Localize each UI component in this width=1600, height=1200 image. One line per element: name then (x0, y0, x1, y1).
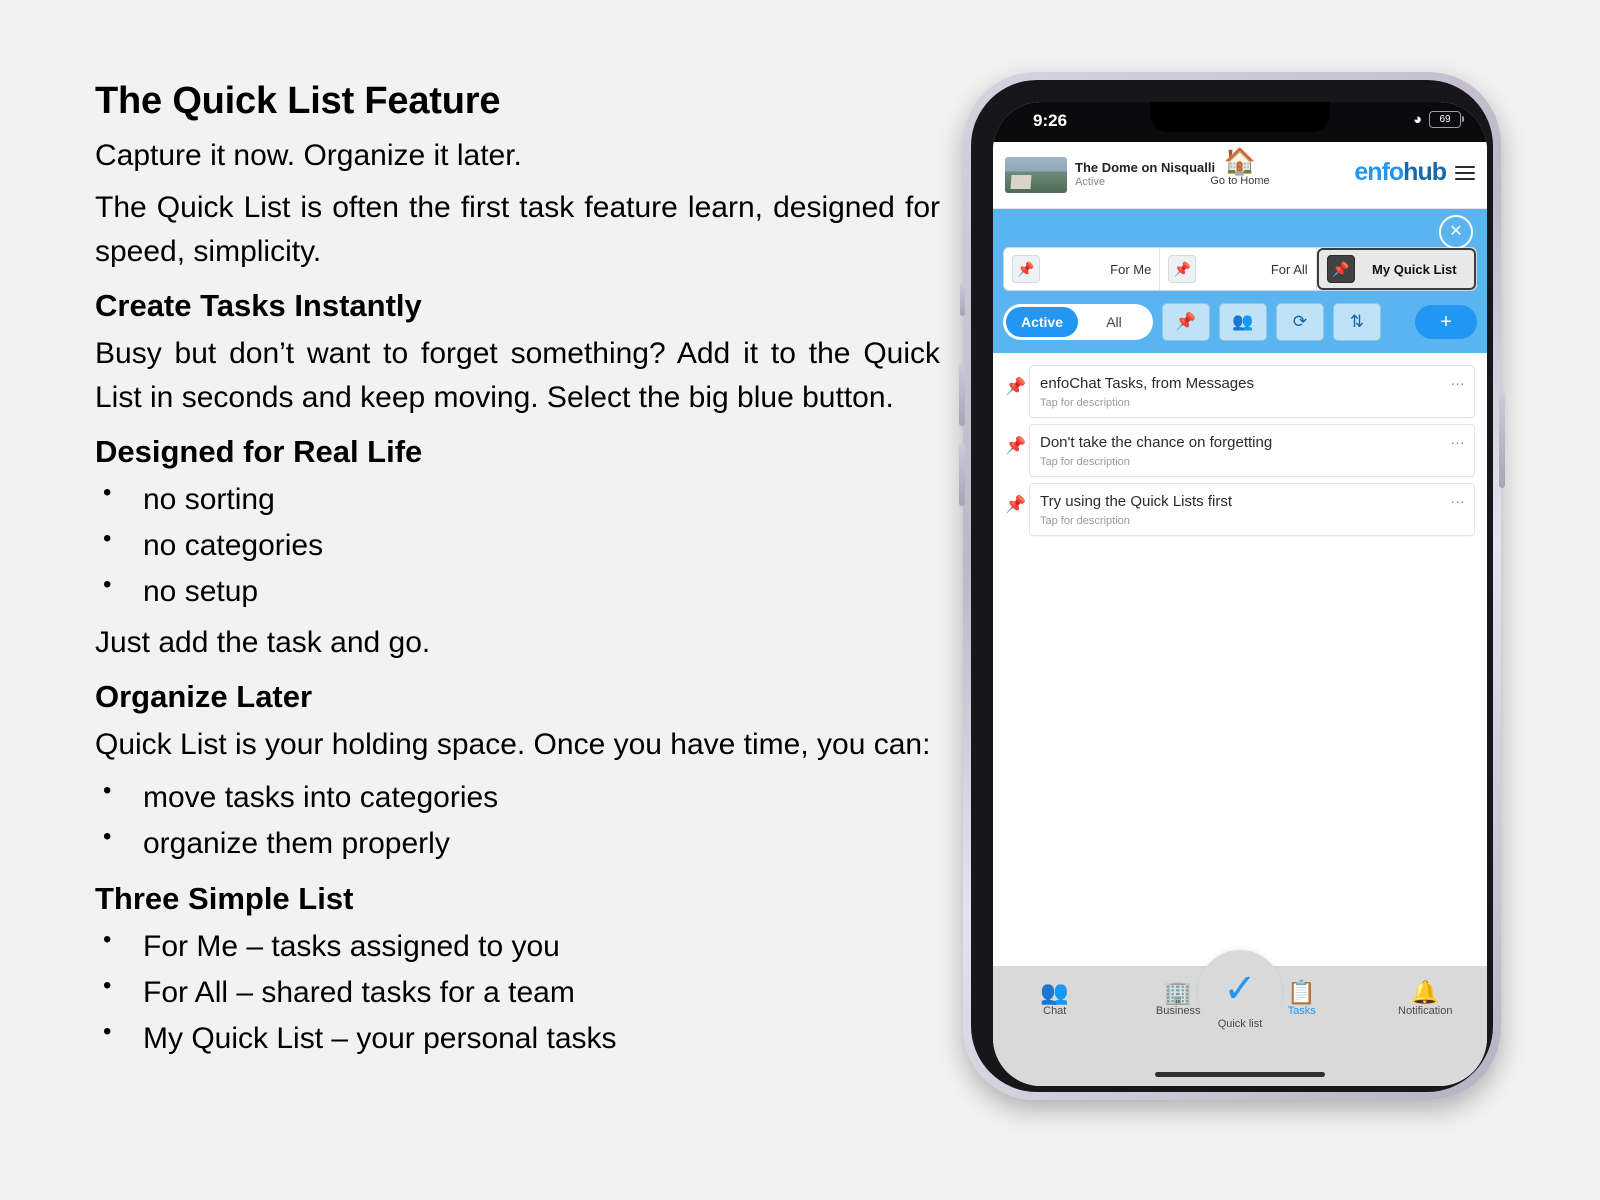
table-row[interactable] (993, 359, 1487, 418)
pin-icon: 📌 (1012, 255, 1040, 283)
tab-for-all[interactable] (1160, 248, 1316, 290)
mute-switch (960, 282, 965, 316)
app-header (993, 142, 1487, 209)
list-item: • no setup (95, 569, 940, 615)
nav-label-quick-list: Quick list (1217, 1018, 1263, 1030)
close-row (1003, 217, 1477, 247)
property-name: The Dome on Nisqualli (1075, 160, 1216, 176)
phone-screen (993, 102, 1487, 1086)
nav-label-notification: Notification (1398, 1005, 1453, 1018)
table-row[interactable] (993, 418, 1487, 477)
tab-my-quick-list-label: My Quick List (1372, 261, 1457, 277)
volume-up-button (959, 364, 965, 426)
phone-frame (963, 72, 1501, 1100)
volume-down-button (959, 444, 965, 506)
plus-icon: + (1440, 310, 1452, 333)
bottom-nav (993, 966, 1487, 1086)
task-title: Try using the Quick Lists first (1040, 493, 1232, 510)
home-icon: 🏠 (1223, 146, 1257, 176)
list-item: • organize them properly (95, 821, 940, 867)
section-heading-real-life: Designed for Real Life (95, 433, 423, 469)
section-body-organize-later: Quick List is your holding space. Once you have time, you can: (95, 727, 931, 761)
phone-mockup (963, 72, 1503, 1102)
task-subtitle: Tap for description (1040, 456, 1130, 468)
app-logo (1354, 158, 1446, 187)
business-icon: 🏢 (1163, 979, 1193, 1005)
logo-second: hub (1403, 158, 1446, 186)
quick-list-panel (993, 209, 1487, 353)
nav-label-tasks: Tasks (1287, 1005, 1316, 1018)
task-list (993, 353, 1487, 864)
intro-paragraph: The Quick List is often the first task feature learn, designed for speed, simplicity. (95, 190, 940, 268)
go-to-home-button[interactable] (1180, 148, 1300, 187)
bell-icon: 🔔 (1410, 979, 1440, 1005)
battery-level: 69 (1439, 114, 1451, 125)
section-heading-three-lists: Three Simple List (95, 880, 354, 916)
power-button (1499, 392, 1505, 488)
bullet-list-organize-later (95, 775, 940, 867)
phone-bezel (971, 80, 1493, 1092)
home-indicator (1155, 1072, 1325, 1077)
list-item: • For All – shared tasks for a team (95, 970, 940, 1016)
logo-first: enfo (1354, 158, 1404, 186)
task-title: enfoChat Tasks, from Messages (1040, 375, 1254, 392)
people-icon: 👥 (1232, 312, 1254, 331)
tab-for-me[interactable] (1004, 248, 1160, 290)
slide-copy (95, 80, 940, 1068)
sort-icon: ⇅ (1349, 312, 1365, 331)
toggle-all[interactable]: All (1106, 314, 1122, 330)
nav-label-chat: Chat (1043, 1005, 1067, 1018)
list-item: • no categories (95, 523, 940, 569)
assignee-filter-button[interactable] (1219, 303, 1267, 341)
tab-for-me-label: For Me (1110, 261, 1152, 277)
tab-for-all-label: For All (1270, 261, 1308, 277)
task-subtitle: Tap for description (1040, 515, 1130, 527)
task-card[interactable] (1029, 424, 1475, 477)
close-icon[interactable]: ✕ (1439, 215, 1473, 249)
sort-button[interactable] (1333, 303, 1381, 341)
nav-item-chat[interactable] (993, 980, 1117, 1017)
pin-icon: 📌 (1327, 255, 1355, 283)
section-body-create-tasks: Busy but don’t want to forget something? Add it to the Quick List in seconds and keep moving. Select the big blue button. (95, 336, 940, 414)
table-row[interactable] (993, 477, 1487, 536)
check-icon: ✓ (1223, 967, 1257, 1011)
more-icon[interactable]: … (1450, 490, 1466, 507)
list-item: • For Me – tasks assigned to you (95, 924, 940, 970)
go-to-home-label: Go to Home (1210, 175, 1270, 187)
pin-icon[interactable]: 📌 (1005, 436, 1027, 455)
refresh-icon: ⟳ (1292, 312, 1308, 331)
section-heading-create-tasks: Create Tasks Instantly (95, 287, 422, 323)
nav-item-notification[interactable] (1364, 980, 1488, 1017)
status-time: 9:26 (1033, 111, 1068, 130)
section-heading-organize-later: Organize Later (95, 679, 313, 715)
task-card[interactable] (1029, 483, 1475, 536)
property-status: Active (1075, 176, 1105, 189)
list-item: • move tasks into categories (95, 775, 940, 821)
pin-icon[interactable]: 📌 (1005, 495, 1027, 514)
pin-icon[interactable]: 📌 (1005, 377, 1027, 396)
status-toggle[interactable] (1003, 304, 1153, 340)
add-task-button[interactable] (1415, 305, 1477, 339)
status-bar (993, 102, 1487, 142)
toggle-active[interactable]: Active (1006, 307, 1078, 337)
tasks-icon: 📋 (1287, 979, 1317, 1005)
hamburger-icon[interactable] (1455, 162, 1475, 184)
pin-icon: 📌 (1175, 312, 1197, 331)
wifi-icon: ◕ (1412, 111, 1422, 128)
list-item: • My Quick List – your personal tasks (95, 1016, 940, 1062)
nav-label-business: Business (1155, 1005, 1201, 1018)
brand-area (1354, 158, 1475, 187)
tab-my-quick-list[interactable] (1317, 248, 1476, 290)
pin-filter-button[interactable] (1162, 303, 1210, 341)
battery-icon (1429, 111, 1461, 128)
chat-icon: 👥 (1040, 979, 1070, 1005)
task-subtitle: Tap for description (1040, 397, 1130, 409)
status-indicators (1413, 111, 1461, 128)
more-icon[interactable]: … (1450, 431, 1466, 448)
list-tab-group (1003, 247, 1477, 291)
bullet-list-real-life (95, 477, 940, 615)
tagline: Capture it now. Organize it later. (95, 138, 522, 172)
property-thumbnail[interactable] (1005, 157, 1067, 193)
more-icon[interactable]: … (1450, 372, 1466, 389)
task-card[interactable] (1029, 365, 1475, 418)
notch (1150, 102, 1330, 132)
refresh-button[interactable] (1276, 303, 1324, 341)
pin-icon: 📌 (1168, 255, 1196, 283)
page-title: The Quick List Feature (95, 80, 501, 122)
section-body-real-life: Just add the task and go. (95, 626, 431, 660)
filter-toolbar (1003, 303, 1477, 341)
task-title: Don't take the chance on forgetting (1040, 434, 1273, 451)
bullet-list-three-lists (95, 924, 940, 1062)
list-item: • no sorting (95, 477, 940, 523)
